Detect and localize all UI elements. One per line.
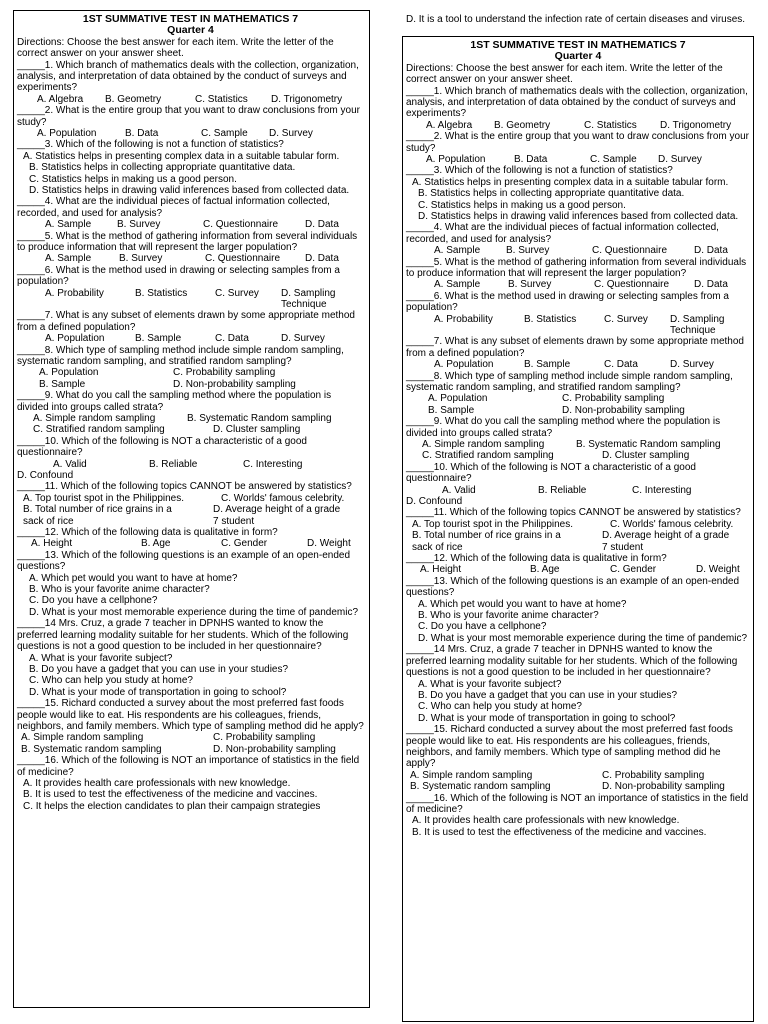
options-q6 [17, 287, 364, 311]
options-q12 [406, 564, 750, 575]
option: D. Average height of a grade 7 student [602, 530, 730, 553]
option: A. Statistics helps in presenting complex data in a suitable tabular form. [412, 176, 729, 188]
option: B. Statistics [135, 287, 188, 299]
options-q2 [406, 154, 750, 165]
options-q7 [17, 333, 364, 344]
option: A. Sample [434, 245, 481, 257]
option: D. Non-probability sampling [602, 781, 725, 793]
question-4: _____4. What are the individual pieces of factual information collected, recorded, and used for analysis? [406, 222, 722, 245]
question-5: _____5. What is the method of gathering information from several individuals to produce information that will represent the larger population? [17, 230, 360, 254]
options-q8-row1 [17, 367, 364, 378]
option: A. Probability [45, 287, 104, 299]
option: B. Statistics helps in collecting appropriate quantitative data. [29, 162, 296, 174]
options-q5 [17, 253, 364, 264]
option: A. Which pet would you want to have at home? [29, 572, 238, 584]
option: C. Gender [610, 564, 657, 576]
option: C. Who can help you study at home? [418, 701, 582, 713]
options-q15-row2 [17, 744, 364, 755]
option: C. Probability sampling [173, 367, 276, 379]
option: B. Sample [428, 404, 475, 416]
option: C. It helps the election candidates to plan their campaign strategies [23, 800, 321, 812]
question-13: _____13. Which of the following questions is an example of an open-ended questions? [406, 575, 742, 599]
option: C. Questionnaire [592, 245, 668, 257]
options-q2 [17, 128, 364, 139]
option: A. Height [31, 538, 73, 550]
option: D. Data [694, 245, 728, 257]
option: C. Data [215, 333, 249, 345]
option: D. Survey [658, 154, 702, 166]
option: B. Total number of rice grains in a sack of rice [412, 530, 561, 553]
option: A. Algebra [426, 119, 473, 131]
option: C. Questionnaire [205, 253, 281, 265]
option: D. Average height of a grade 7 student [213, 504, 341, 527]
question-15: _____15. Richard conducted a survey about the most preferred fast foods people would like to eat. His respondents are his colleagues, friends, neighbors, and family members. Which type of sampling method did he apply? [406, 724, 736, 770]
question-6: _____6. What is the method used in drawing or selecting samples from a population? [17, 264, 343, 288]
option: D. Data [694, 279, 728, 291]
question-5: _____5. What is the method of gathering information from several individuals to produce information that will represent the larger population? [406, 256, 749, 280]
option: B. Survey [508, 279, 552, 291]
option: D. What is your most memorable experience during the time of pandemic? [418, 632, 748, 644]
option: C. Probability sampling [602, 769, 705, 781]
options-q4 [17, 219, 364, 230]
option: B. Geometry [105, 93, 162, 105]
option: A. Top tourist spot in the Philippines. [23, 492, 185, 504]
option: D. Survey [281, 333, 325, 345]
question-1: _____1. Which branch of mathematics deals with the collection, organization, analysis, and interpretation of data obtained by the conduct of surveys and experiments? [17, 59, 362, 94]
option: D. What is your most memorable experience during the time of pandemic? [29, 606, 359, 618]
question-7: _____7. What is any subset of elements drawn by some appropriate method from a defined population? [406, 336, 747, 359]
option: B. Total number of rice grains in a sack of rice [23, 504, 172, 527]
option: D. What is your mode of transportation in going to school? [29, 686, 287, 698]
option: A. Population [37, 128, 97, 140]
option: D. What is your mode of transportation in going to school? [418, 712, 676, 724]
question-12: _____12. Which of the following data is qualitative in form? [17, 527, 278, 539]
option: A. Statistics helps in presenting complex data in a suitable tabular form. [23, 150, 340, 162]
option: C. Stratified random sampling [422, 450, 554, 462]
option: D. Confound [406, 496, 463, 508]
option: A. Population [426, 154, 486, 166]
option: D. Weight [307, 538, 351, 550]
quarter-label: Quarter 4 [554, 50, 602, 63]
option: B. Survey [506, 245, 550, 257]
option: C. Sample [201, 128, 248, 140]
option: C. Statistics helps in making us a good person. [29, 173, 237, 185]
option: B. Systematic Random sampling [187, 413, 332, 425]
option: A. Top tourist spot in the Philippines. [412, 518, 574, 530]
option: C. Statistics [584, 119, 637, 131]
option: A. It provides health care professionals with new knowledge. [412, 815, 680, 827]
test-sheet-left [17, 14, 364, 812]
option: B. Reliable [538, 484, 587, 496]
option: C. Survey [604, 313, 648, 325]
test-title: 1ST SUMMATIVE TEST IN MATHEMATICS 7 [470, 39, 686, 51]
option: B. Age [141, 538, 171, 550]
question-12: _____12. Which of the following data is qualitative in form? [406, 553, 667, 565]
question-3: _____3. Which of the following is not a function of statistics? [17, 139, 284, 151]
option: A. Sample [45, 253, 92, 265]
option: A. Simple random sampling [21, 732, 144, 744]
options-q7 [406, 359, 750, 370]
option: D. Non-probability sampling [213, 743, 336, 755]
test-title: 1ST SUMMATIVE TEST IN MATHEMATICS 7 [82, 13, 299, 25]
options-q8-row2 [17, 379, 364, 390]
options-q1 [406, 120, 750, 131]
option: B. Sample [135, 333, 182, 345]
option: B. Do you have a gadget that you can use in your studies? [418, 689, 678, 701]
options-q15-row1 [406, 770, 750, 781]
options-q9-row1 [17, 413, 364, 424]
options-q9-row1 [406, 439, 750, 450]
option: C. Gender [221, 538, 268, 550]
option: D. Confound [17, 470, 74, 482]
option: A. Valid [53, 458, 87, 470]
question-7: _____7. What is any subset of elements drawn by some appropriate method from a defined population? [17, 310, 358, 333]
option: B. Statistics [524, 313, 577, 325]
option: C. Questionnaire [594, 279, 670, 291]
option: A. Population [434, 359, 494, 371]
question-6: _____6. What is the method used in drawing or selecting samples from a population? [406, 290, 732, 314]
question-14: _____14 Mrs. Cruz, a grade 7 teacher in DPNHS wanted to know the preferred learning modality suitable for her students. Which of the following questions is not a good question to be included in her questionnaire? [17, 618, 352, 653]
option: D. Statistics helps in drawing valid inferences based from collected data. [418, 211, 739, 223]
option: D. Survey [269, 128, 313, 140]
option: A. Height [420, 564, 462, 576]
question-8: _____8. Which type of sampling method include simple random sampling, systematic random sampling, and stratified random sampling? [406, 370, 736, 394]
option: C. Statistics helps in making us a good person. [418, 199, 626, 211]
option: D. Cluster sampling [602, 450, 690, 462]
option: A. Probability [434, 313, 493, 325]
option: C. Probability sampling [562, 393, 665, 405]
option: D. Non-probability sampling [173, 378, 296, 390]
question-1: _____1. Which branch of mathematics deals with the collection, organization, analysis, and interpretation of data obtained by the conduct of surveys and experiments? [406, 85, 751, 120]
option: B. Who is your favorite anime character? [418, 610, 599, 622]
option: B. Sample [39, 378, 86, 390]
option: B. It is used to test the effectiveness of the medicine and vaccines. [412, 826, 707, 838]
option: D. Survey [670, 359, 714, 371]
option: D. Sampling Technique [670, 313, 725, 337]
option: B. Reliable [149, 458, 198, 470]
question-9: _____9. What do you call the sampling method where the population is divided into groups called strata? [17, 390, 334, 413]
option: B. Who is your favorite anime character? [29, 584, 210, 596]
option: A. Sample [434, 279, 481, 291]
options-q11-row1 [17, 493, 364, 504]
option: B. Age [530, 564, 560, 576]
option: D. Data [305, 253, 339, 265]
option: C. Statistics [195, 93, 248, 105]
option: C. Do you have a cellphone? [418, 621, 547, 633]
options-q10 [17, 459, 364, 470]
option: A. Simple random sampling [410, 769, 533, 781]
option: B. Systematic Random sampling [576, 439, 721, 451]
options-q8-row1 [406, 393, 750, 404]
option: A. Which pet would you want to have at home? [418, 598, 627, 610]
question-10: _____10. Which of the following is NOT a characteristic of a good questionnaire? [406, 461, 699, 485]
option: C. Worlds' famous celebrity. [610, 518, 734, 530]
option: C. Stratified random sampling [33, 424, 165, 436]
directions: Directions: Choose the best answer for each item. Write the letter of the correct answer on your answer sheet. [406, 62, 723, 86]
option: B. Data [125, 128, 159, 140]
directions: Directions: Choose the best answer for each item. Write the letter of the correct answer on your answer sheet. [17, 36, 334, 60]
option: A. Simple random sampling [33, 413, 156, 425]
question-9: _____9. What do you call the sampling method where the population is divided into groups called strata? [406, 416, 723, 439]
option: B. It is used to test the effectiveness of the medicine and vaccines. [23, 789, 318, 801]
option: D. Data [305, 219, 339, 231]
option: B. Systematic random sampling [21, 743, 162, 755]
option: A. Algebra [37, 93, 84, 105]
options-q10 [406, 485, 750, 496]
question-16: _____16. Which of the following is NOT an importance of statistics in the field of medicine? [406, 792, 751, 815]
option: B. Do you have a gadget that you can use in your studies? [29, 663, 289, 675]
option: C. Interesting [632, 484, 692, 496]
option: A. Population [45, 333, 105, 345]
options-q9-row2 [406, 450, 750, 461]
options-q4 [406, 245, 750, 256]
option: B. Systematic random sampling [410, 781, 551, 793]
question-2: _____2. What is the entire group that you want to draw conclusions from your study? [17, 105, 363, 128]
option: C. Who can help you study at home? [29, 675, 193, 687]
option: B. Sample [524, 359, 571, 371]
continued-option: D. It is a tool to understand the infection rate of certain diseases and viruses. [406, 14, 746, 25]
option: B. Geometry [494, 119, 551, 131]
option: B. Survey [117, 219, 161, 231]
option: A. Population [39, 367, 99, 379]
options-q9-row2 [17, 424, 364, 435]
option: D. Weight [696, 564, 740, 576]
quarter-label: Quarter 4 [167, 24, 214, 37]
option: B. Survey [119, 253, 163, 265]
question-16: _____16. Which of the following is NOT an importance of statistics in the field of medicine? [17, 755, 362, 778]
question-4: _____4. What are the individual pieces of factual information collected, recorded, and used for analysis? [17, 196, 333, 219]
option: C. Probability sampling [213, 732, 316, 744]
option: D. Non-probability sampling [562, 404, 685, 416]
option: B. Data [514, 154, 548, 166]
question-11: _____11. Which of the following topics CANNOT be answered by statistics? [406, 507, 741, 519]
option: A. Population [428, 393, 488, 405]
option: A. Simple random sampling [422, 439, 545, 451]
option: B. Statistics helps in collecting appropriate quantitative data. [418, 188, 685, 200]
option: C. Sample [590, 154, 637, 166]
question-11: _____11. Which of the following topics CANNOT be answered by statistics? [17, 481, 352, 493]
options-q1 [17, 94, 364, 105]
question-15: _____15. Richard conducted a survey about the most preferred fast foods people would like to eat. His respondents are his colleagues, friends, neighbors, and family members. Which type of sampling method did he apply? [17, 698, 364, 732]
option: A. What is your favorite subject? [29, 652, 173, 664]
option: D. Statistics helps in drawing valid inferences based from collected data. [29, 185, 350, 197]
option: D. Trigonometry [660, 119, 732, 131]
options-q8-row2 [406, 405, 750, 416]
question-10: _____10. Which of the following is NOT a characteristic of a good questionnaire? [17, 435, 310, 459]
option: D. Trigonometry [271, 93, 343, 105]
question-3: _____3. Which of the following is not a function of statistics? [406, 165, 673, 177]
question-8: _____8. Which type of sampling method include simple random sampling, systematic random sampling, and stratified random sampling? [17, 344, 347, 368]
option: C. Survey [215, 287, 259, 299]
options-q15-row2 [406, 781, 750, 792]
question-13: _____13. Which of the following questions is an example of an open-ended questions? [17, 549, 353, 573]
test-sheet-right [406, 40, 750, 838]
options-q15-row1 [17, 732, 364, 743]
option: A. It provides health care professionals with new knowledge. [23, 777, 291, 789]
options-q11-row2 [406, 530, 750, 553]
option: C. Do you have a cellphone? [29, 595, 158, 607]
option: C. Worlds' famous celebrity. [221, 492, 345, 504]
option: C. Data [604, 359, 638, 371]
option: D. Sampling Technique [281, 287, 336, 311]
options-q6 [406, 313, 750, 337]
options-q11-row1 [406, 519, 750, 530]
options-q12 [17, 538, 364, 549]
question-14: _____14 Mrs. Cruz, a grade 7 teacher in DPNHS wanted to know the preferred learning modality suitable for her students. Which of the following questions is not a good question to be included in her questionnaire? [406, 644, 741, 679]
option: A. What is your favorite subject? [418, 678, 562, 690]
option: C. Questionnaire [203, 219, 279, 231]
options-q5 [406, 279, 750, 290]
option: C. Interesting [243, 458, 303, 470]
question-2: _____2. What is the entire group that you want to draw conclusions from your study? [406, 131, 752, 154]
option: D. Cluster sampling [213, 424, 301, 436]
option: A. Sample [45, 219, 92, 231]
option: A. Valid [442, 484, 476, 496]
options-q11-row2 [17, 504, 364, 527]
